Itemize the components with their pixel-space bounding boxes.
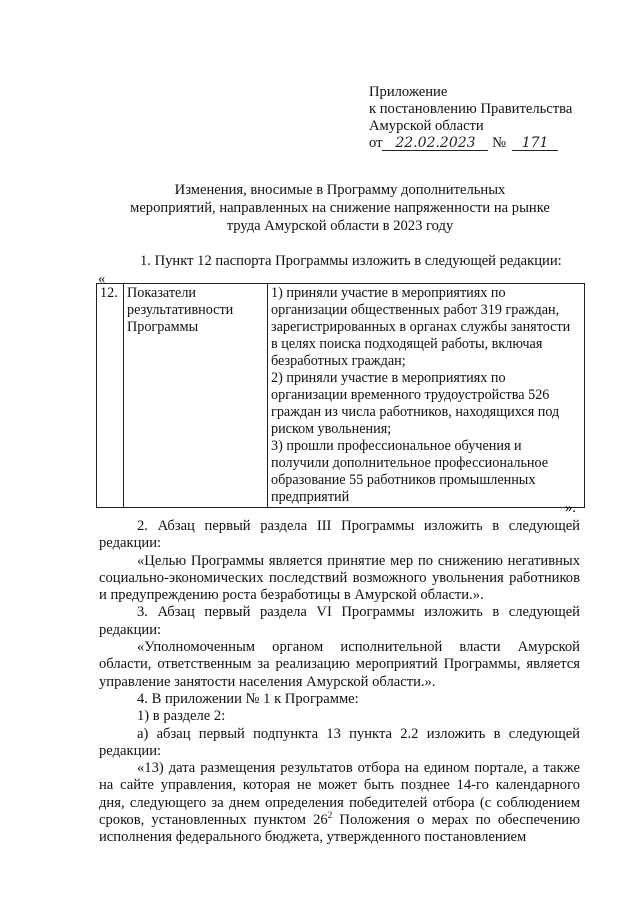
value-line: безработных граждан;: [271, 353, 406, 369]
item-4-subitem-1: 1) в разделе 2:: [137, 708, 226, 725]
item-3-quote: «Уполномоченным органом исполнительной власти Амурской области, ответственным за реализацию мероприятий Программы, является управление занятости населения Амурской области.».: [99, 639, 580, 690]
passport-table: [96, 283, 585, 508]
value-line: 1) приняли участие в мероприятиях по: [271, 285, 506, 301]
value-line: зарегистрированных в органах службы занятости: [271, 319, 571, 335]
handwritten-date: 22.02.2023: [382, 136, 488, 151]
title-line-1: Изменения, вносимые в Программу дополнительных: [174, 182, 506, 198]
item-4-quote-superscript: 2: [327, 810, 333, 821]
item-4-subitem-1a: а) абзац первый подпункта 13 пункта 2.2 изложить в следующей редакции:: [99, 725, 580, 759]
decree-reference: к постановлению Правительства: [369, 101, 573, 117]
item-4-paragraph: 4. В приложении № 1 к Программе:: [137, 690, 359, 707]
value-line: в целях поиска подходящей работы, включая: [271, 336, 543, 352]
closing-quote: ».: [565, 500, 576, 516]
value-line: 2) приняли участие в мероприятиях по: [271, 370, 506, 386]
handwritten-number: 171: [512, 136, 558, 151]
appendix-label: Приложение: [369, 84, 448, 100]
value-line: предприятий: [271, 489, 350, 505]
opening-quote: «: [98, 271, 106, 287]
row-value-cell: [268, 284, 585, 508]
value-line: граждан из числа работников, находящихся под: [271, 404, 560, 420]
value-line: организации общественных работ 319 граждан,: [271, 302, 560, 318]
date-prefix: от: [369, 135, 383, 151]
value-line: образование 55 работников промышленных: [271, 472, 536, 488]
appendix-header: [369, 84, 572, 152]
item-4-quote: [99, 760, 580, 846]
value-line: риском увольнения;: [271, 421, 392, 437]
item-3-paragraph: 3. Абзац первый раздела VI Программы изложить в следующей редакции:: [99, 604, 580, 638]
value-line: получили дополнительное профессиональное: [271, 455, 549, 471]
value-line: 3) прошли профессиональное обучения и: [271, 438, 522, 454]
item-2-paragraph: 2. Абзац первый раздела III Программы изложить в следующей редакции:: [99, 518, 580, 552]
item-4-quote-start: «13) дата размещения результатов отбора на едином портале, а также на сайте управления, которая не может быть позднее 14-го календарного дня, следующего за днем определения победителей отбора (с соблюдением сроков, установленных пунктом 26: [99, 760, 580, 829]
title-line-3: труда Амурской области в 2023 году: [226, 218, 454, 234]
table-row: [97, 284, 585, 508]
item-2-quote: «Целью Программы является принятие мер по снижению негативных социально-экономических последствий возможного увольнения работников и предупреждению роста безработицы в Амурской области.».: [99, 552, 580, 604]
item-4-quote-end: Положения о мерах по обеспечению исполнения федерального бюджета, утвержденного постановлением: [99, 812, 580, 846]
document-body: [99, 518, 580, 847]
number-sign: №: [492, 135, 507, 151]
title-line-2: мероприятий, направленных на снижение напряженности на рынке: [130, 200, 550, 216]
value-line: организации временного трудоустройства 526: [271, 387, 550, 403]
date-number-line: [369, 135, 572, 152]
region-name: Амурской области: [369, 118, 484, 134]
row-number-cell: 12.: [97, 284, 124, 508]
row-label-cell: Показатели результативности Программы: [124, 284, 268, 508]
document-title: [120, 181, 560, 235]
item-1-paragraph: 1. Пункт 12 паспорта Программы изложить в следующей редакции:: [140, 253, 562, 269]
